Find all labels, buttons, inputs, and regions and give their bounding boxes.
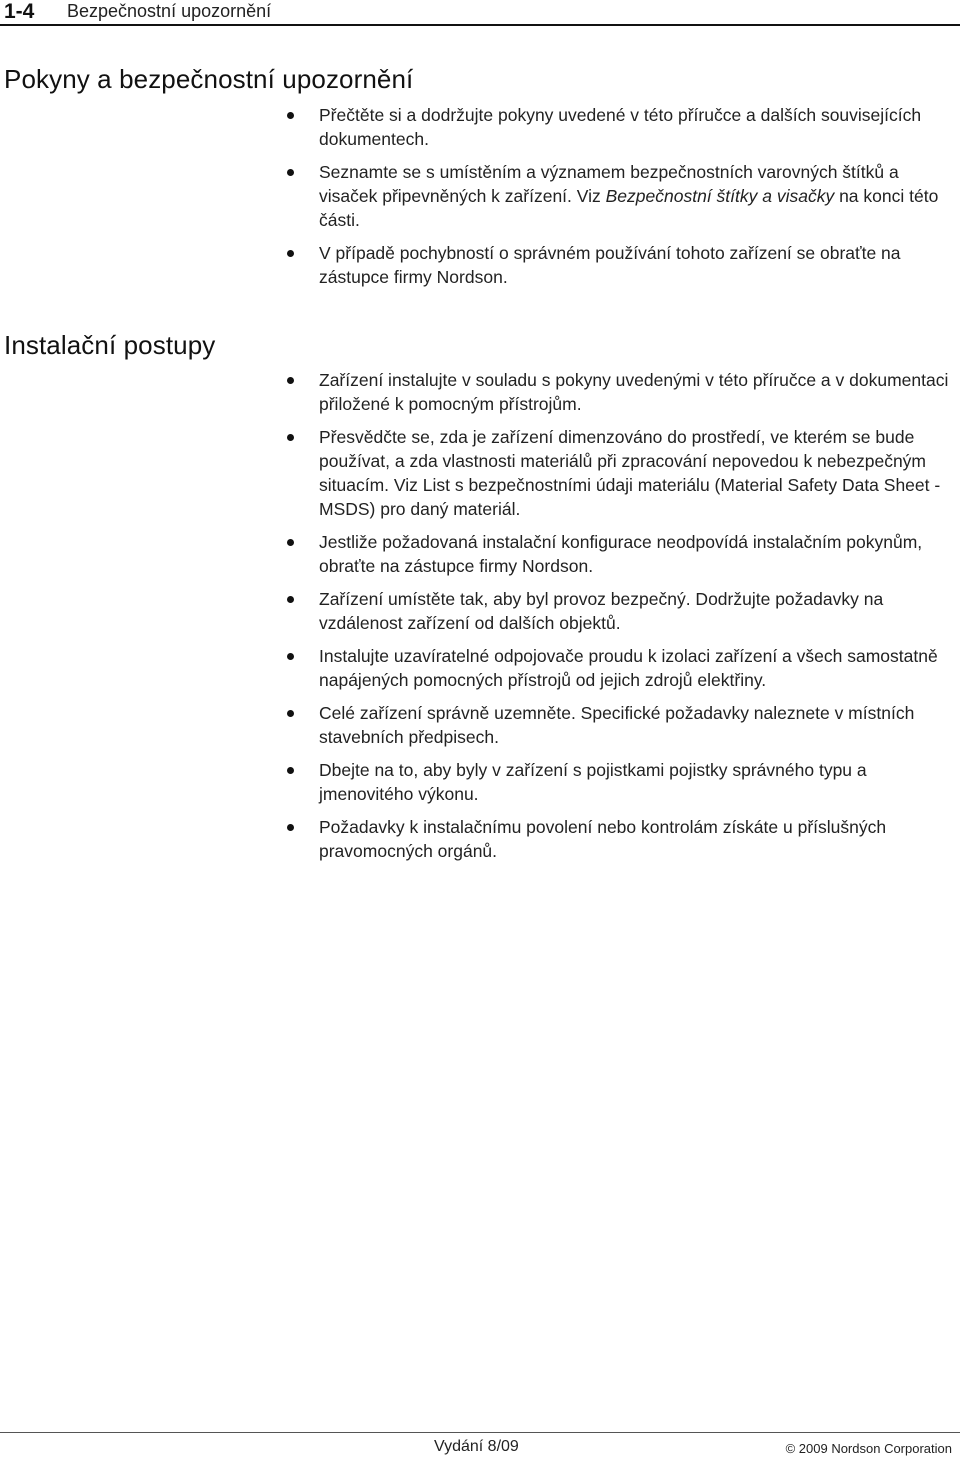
bullet-icon [287, 596, 294, 603]
list-item [319, 815, 959, 863]
list-item [319, 241, 959, 289]
bullet-icon [287, 710, 294, 717]
list-item [319, 701, 959, 749]
header-rule [0, 24, 960, 26]
list-item-text: Zařízení umístěte tak, aby byl provoz bezpečný. Dodržujte požadavky na vzdálenost zařízení od dalších objektů. [319, 589, 884, 633]
list-item-text: Jestliže požadovaná instalační konfigurace neodpovídá instalačním pokynům, obraťte na zástupce firmy Nordson. [319, 532, 923, 576]
list-item [319, 530, 959, 578]
footer-rule [0, 1432, 960, 1433]
list-item-text: Přesvědčte se, zda je zařízení dimenzováno do prostředí, ve kterém se bude používat, a zda vlastnosti materiálů při zpracování nepovedou k nebezpečným situacím. Viz List s bezpečnostními údaji materiálu (Material Safety Data Sheet - MSDS) pro daný materiál. [319, 427, 941, 519]
bullet-icon [287, 434, 294, 441]
list-item-text: Přečtěte si a dodržujte pokyny uvedené v této příručce a dalších souvisejících dokumentech. [319, 105, 922, 149]
bullet-icon [287, 169, 294, 176]
list-item-text: Seznamte se s umístěním a významem bezpečnostních varovných štítků a visaček připevněných k zařízení. Viz [319, 162, 899, 206]
bullet-icon [287, 767, 294, 774]
list-item [319, 425, 959, 521]
installation-list [319, 368, 959, 872]
list-item-text: Celé zařízení správně uzemněte. Specifické požadavky naleznete v místních stavebních předpisech. [319, 703, 915, 747]
section-heading-installation: Instalační postupy [4, 330, 216, 360]
footer-copyright: © 2009 Nordson Corporation [785, 1441, 952, 1456]
bullet-icon [287, 539, 294, 546]
list-item [319, 587, 959, 635]
reference-emphasis: Bezpečnostní štítky a visačky [605, 186, 835, 206]
list-item-text: na konci této části. [319, 186, 939, 230]
list-item [319, 644, 959, 692]
list-item-text: Zařízení instalujte v souladu s pokyny uvedenými v této příručce a v dokumentaci přiložené k pomocným přístrojům. [319, 370, 949, 414]
bullet-icon [287, 377, 294, 384]
list-item-text: Dbejte na to, aby byly v zařízení s pojistkami pojistky správného typu a jmenovitého výkonu. [319, 760, 867, 804]
bullet-icon [287, 824, 294, 831]
list-item-text: Požadavky k instalačnímu povolení nebo kontrolám získáte u příslušných pravomocných orgánů. [319, 817, 887, 861]
list-item-text: V případě pochybností o správném používání tohoto zařízení se obraťte na zástupce firmy Nordson. [319, 243, 901, 287]
list-item-text: Instalujte uzavíratelné odpojovače proudu k izolaci zařízení a všech samostatně napájených pomocných přístrojů od jejich zdrojů elektřiny. [319, 646, 938, 690]
list-item [319, 758, 959, 806]
safety-instructions-list [319, 103, 959, 298]
page-number: 1-4 [4, 0, 35, 23]
list-item [319, 368, 959, 416]
bullet-icon [287, 250, 294, 257]
list-item [319, 103, 959, 151]
running-title: Bezpečnostní upozornění [67, 1, 272, 21]
bullet-icon [287, 653, 294, 660]
page-header [0, 0, 960, 24]
list-item [319, 160, 959, 232]
footer-edition: Vydání 8/09 [434, 1438, 519, 1455]
section-heading-safety-instructions: Pokyny a bezpečnostní upozornění [4, 64, 414, 94]
bullet-icon [287, 112, 294, 119]
